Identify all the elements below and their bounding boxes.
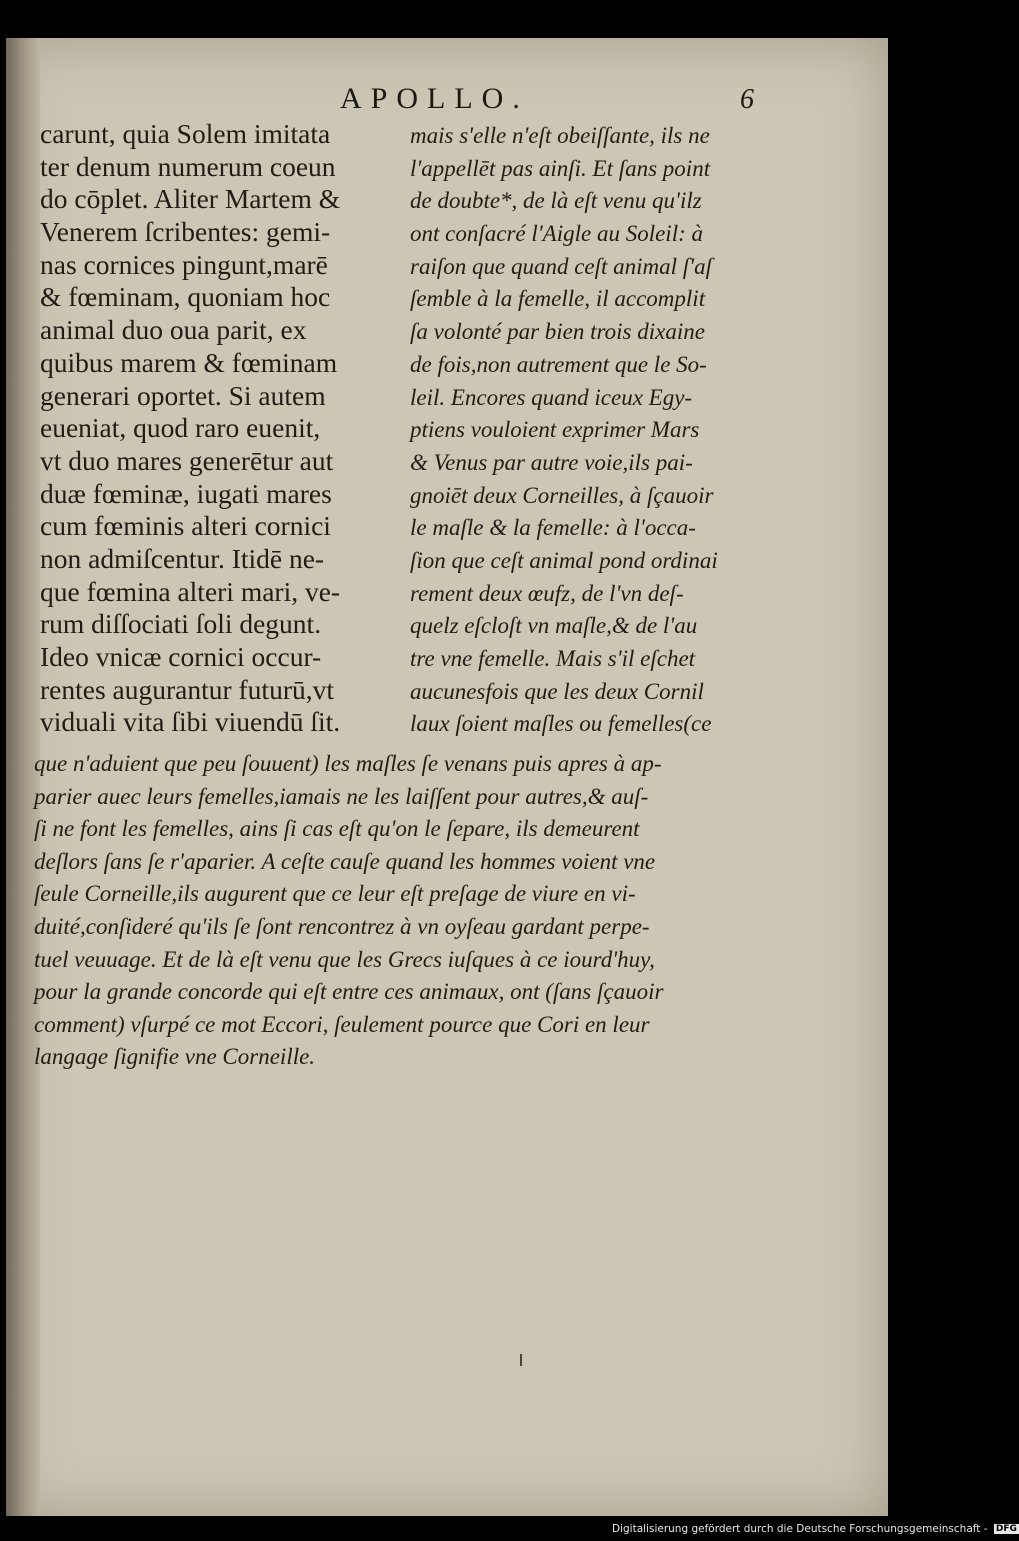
ink-mark	[520, 1354, 522, 1366]
latin-line: que fœmina alteri mari, ve-	[40, 575, 341, 607]
french-line: rement deux œufz, de l'vn deſ-	[410, 580, 684, 606]
continuation-line: comment) vſurpé ce mot Eccori, ſeulement pource que Cori en leur	[34, 1011, 650, 1037]
french-line: raiſon que quand ceſt animal ſ'aſ	[410, 253, 712, 279]
french-line: ſemble à la femelle, il accomplit	[410, 286, 706, 312]
french-line: de doubte*, de là eſt venu qu'ilz	[410, 188, 702, 214]
latin-line: duæ fœminæ, iugati mares	[40, 477, 332, 509]
continuation-line: ſi ne font les femelles, ains ſi cas eſt qu'on le ſepare, ils demeurent	[34, 816, 640, 842]
french-line: gnoiēt deux Corneilles, à ſçauoir	[410, 482, 714, 508]
funding-footer	[612, 1523, 1019, 1535]
latin-line: cum fœminis alteri cornici	[40, 510, 331, 542]
french-line: ptiens vouloient exprimer Mars	[410, 417, 700, 443]
french-line: laux ſoient maſles ou femelles(ce	[410, 711, 712, 737]
latin-line: quibus marem & fœminam	[40, 346, 338, 378]
latin-line: carunt, quia Solem imitata	[40, 118, 331, 149]
continuation-line: ſeule Corneille,ils augurent que ce leur eſt preſage de viure en vi-	[34, 881, 636, 907]
french-line: l'appellēt pas ainſi. Et ſans point	[410, 155, 711, 181]
french-line: leil. Encores quand iceux Egy-	[410, 384, 693, 410]
french-line: de fois,non autrement que le So-	[410, 351, 707, 377]
french-line: quelz eſcloſt vn maſle,& de l'au	[410, 613, 698, 639]
continuation-line: que n'aduient que peu ſouuent) les maſles ſe venans puis apres à ap-	[34, 751, 662, 776]
continuation-line: deſlors ſans ſe r'aparier. A ceſte cauſe quand les hommes voient vne	[34, 848, 656, 874]
french-line: ont conſacré l'Aigle au Soleil: à	[410, 221, 703, 247]
continuation-line: tuel veuuage. Et de là eſt venu que les Grecs iuſques à ce iourd'huy,	[34, 946, 655, 972]
french-line: ſa volonté par bien trois dixaine	[410, 319, 705, 345]
latin-line: ter denum numerum coeun	[40, 150, 336, 182]
latin-line: Venerem ſcribentes: gemi-	[40, 216, 331, 248]
latin-line: eueniat, quod raro euenit,	[40, 412, 321, 444]
french-line: tre vne femelle. Mais s'il eſchet	[410, 646, 696, 671]
funding-text: Digitalisierung gefördert durch die Deutsche Forschungsgemeinschaft -	[612, 1523, 988, 1535]
french-line: & Venus par autre voie,ils pai-	[410, 449, 693, 475]
french-column	[410, 120, 762, 741]
latin-line: do cōplet. Aliter Martem &	[40, 183, 341, 215]
latin-line: viduali vita ſibi viuendū ſit.	[40, 706, 341, 738]
french-continuation	[34, 748, 764, 1074]
latin-line: rentes augurantur futurū,vt	[40, 673, 335, 705]
continuation-line: duité,conſideré qu'ils ſe ſont rencontrez à vn oyſeau gardant perpe-	[34, 913, 650, 939]
running-head: APOLLO.	[340, 82, 529, 115]
latin-line: nas cornices pingunt,marē	[40, 248, 328, 280]
french-line: le maſle & la femelle: à l'occa-	[410, 515, 696, 541]
latin-line: rum diſſociati ſoli degunt.	[40, 608, 322, 640]
latin-line: & fœminam, quoniam hoc	[40, 281, 331, 313]
continuation-line: langage ſignifie vne Corneille.	[34, 1044, 316, 1070]
french-line: ſion que ceſt animal pond ordinai	[410, 547, 718, 573]
latin-line: vt duo mares generētur aut	[40, 444, 334, 476]
latin-column	[40, 118, 385, 739]
latin-line: animal duo oua parit, ex	[40, 314, 307, 346]
french-line: aucunesfois que les deux Cornil	[410, 678, 704, 704]
page-number: 6	[740, 84, 754, 115]
continuation-line: parier auec leurs femelles,iamais ne les laiſſent pour autres,& auſ-	[34, 783, 649, 809]
continuation-line: pour la grande concorde qui eſt entre ces animaux, ont (ſans ſçauoir	[34, 979, 664, 1005]
latin-line: non admiſcentur. Itidē ne-	[40, 542, 325, 574]
latin-line: Ideo vnicæ cornici occur-	[40, 641, 322, 672]
french-line: mais s'elle n'eſt obeiſſante, ils ne	[410, 123, 710, 148]
latin-line: generari oportet. Si autem	[40, 379, 326, 411]
dfg-logo: DFG	[995, 1524, 1017, 1534]
